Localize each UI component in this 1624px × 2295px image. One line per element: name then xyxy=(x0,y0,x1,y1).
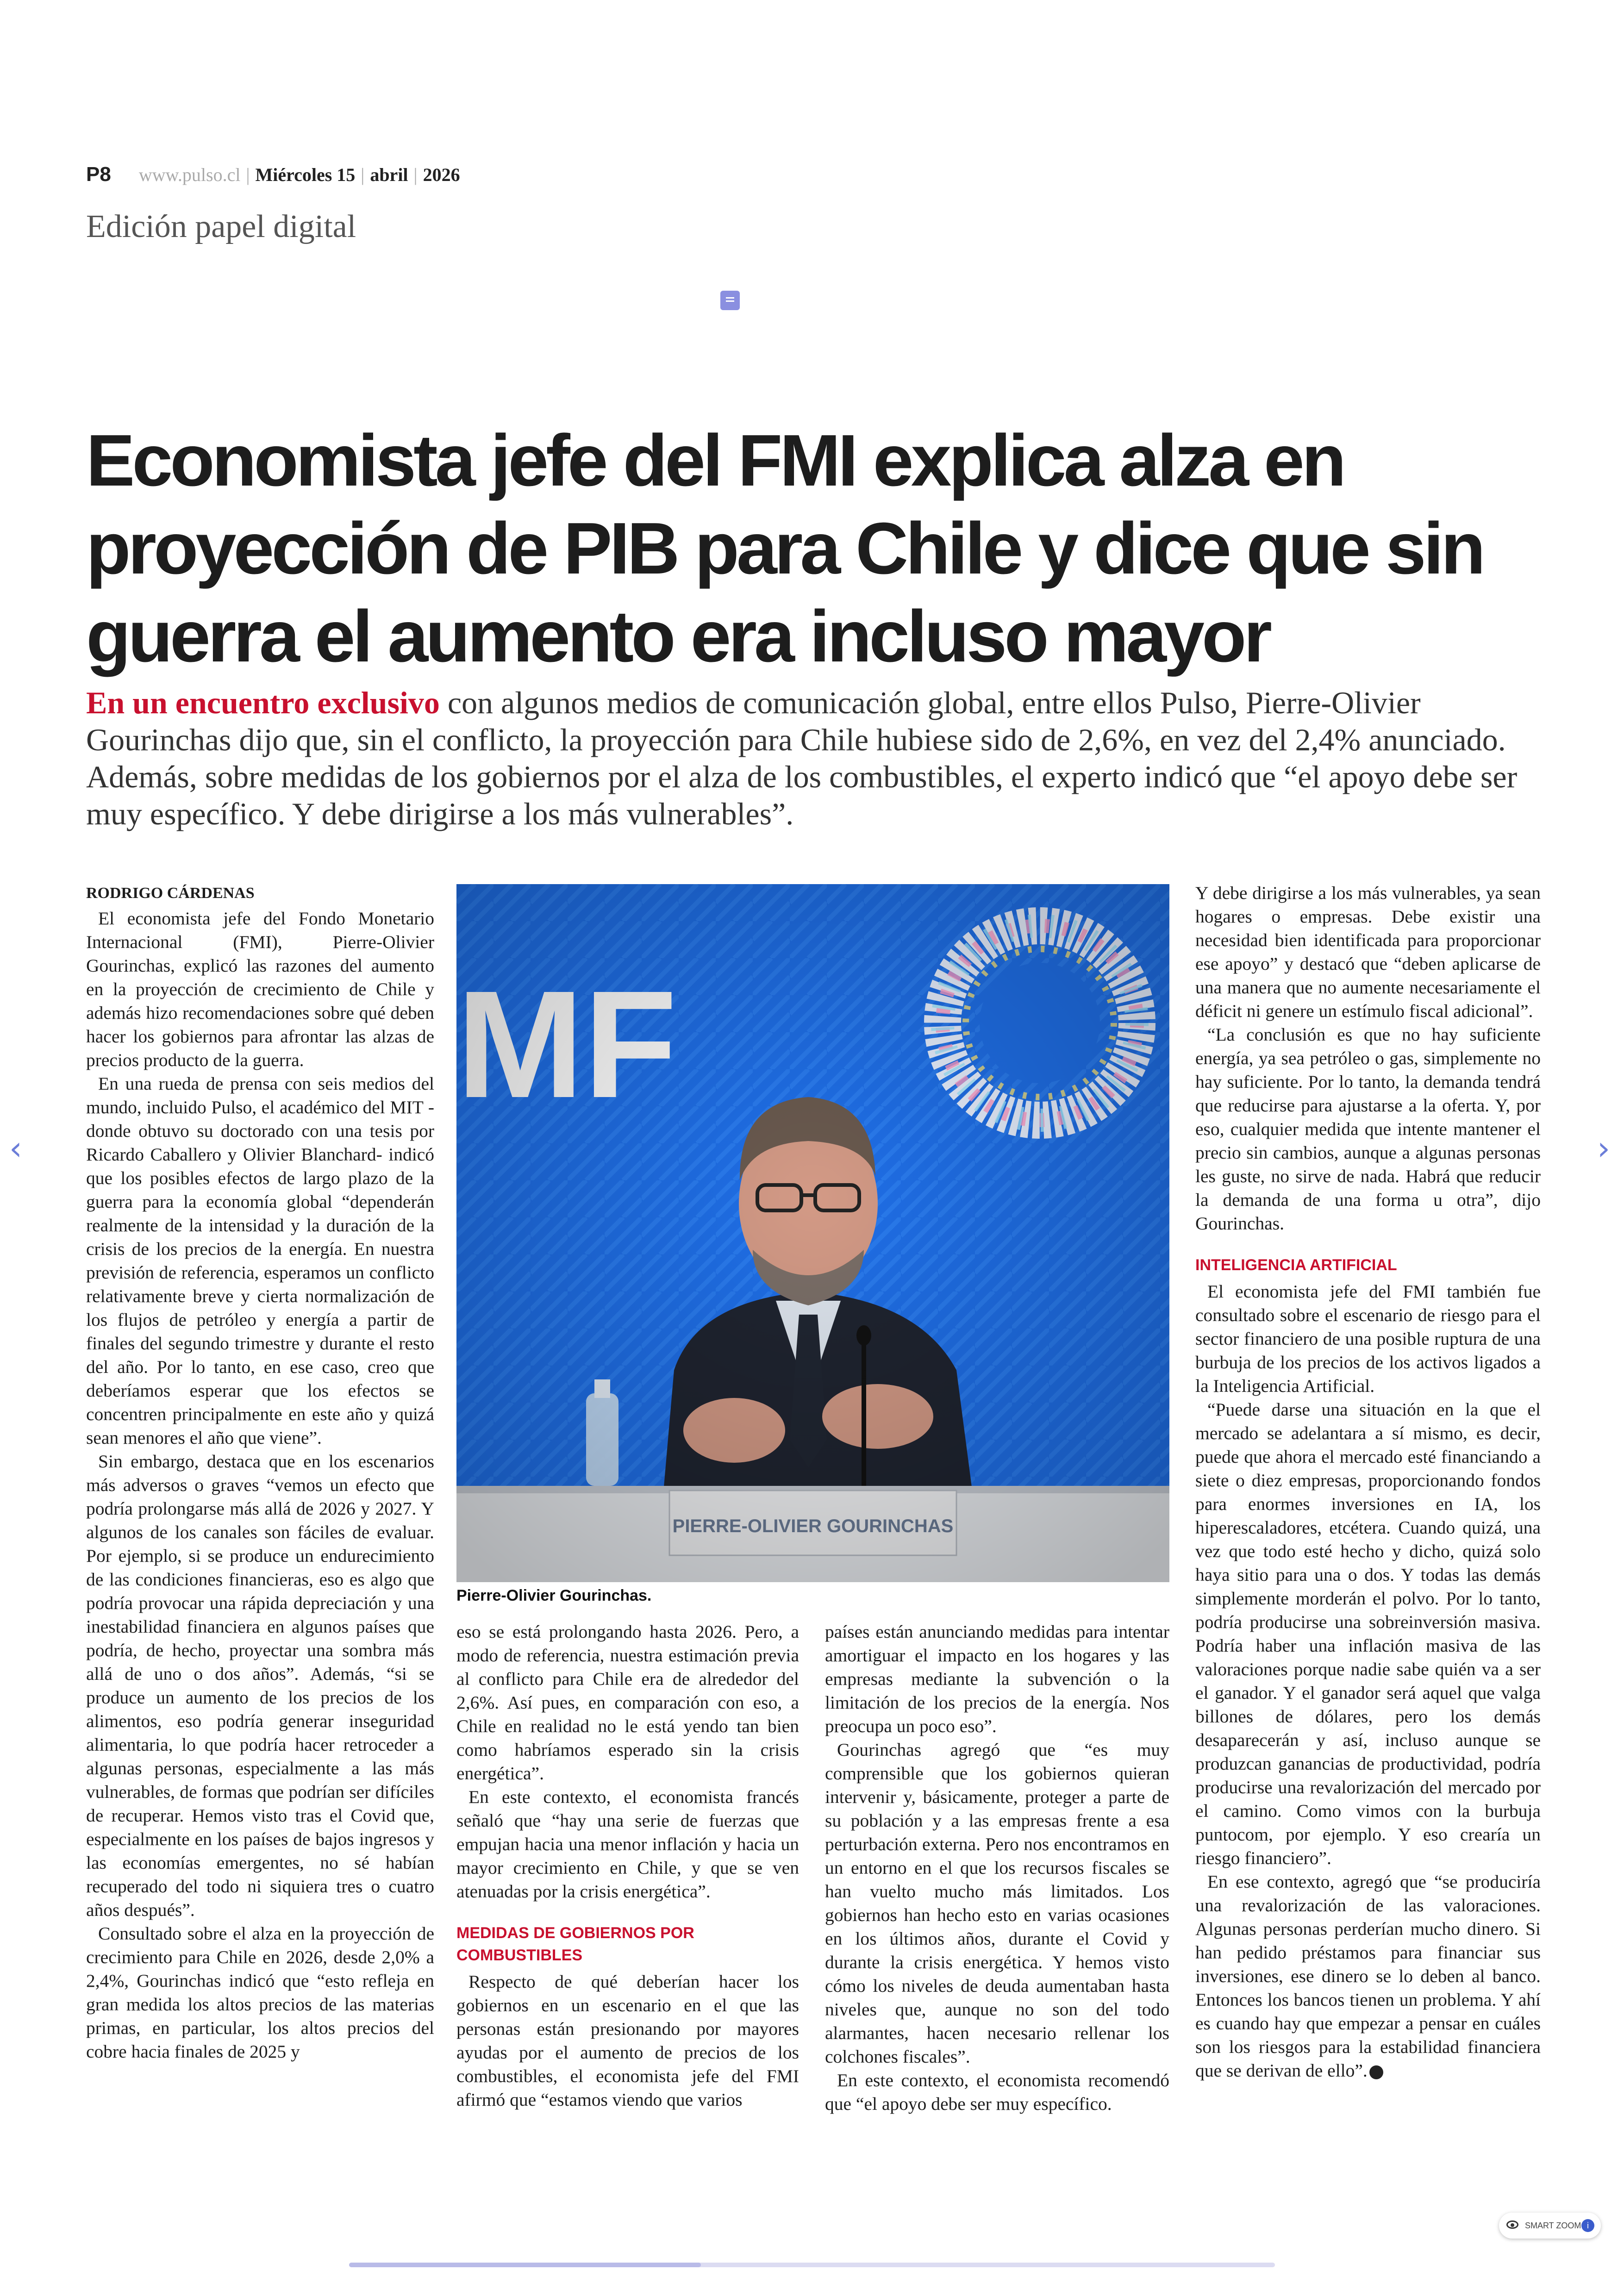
prev-page-icon[interactable]: ‹ xyxy=(9,1129,22,1167)
menu-icon[interactable] xyxy=(720,291,740,310)
col1-paragraph: El economista jefe del Fondo Monetario Internacional (FMI), Pierre-Olivier Gourinchas, explicó las razones del aumento en la proyección de crecimiento de Chile y además hizo recomendaciones sobre qué deben hacer los gobiernos para afrontar las alzas de precios producto de la guerra. xyxy=(86,908,434,1070)
col3-paragraph: Gourinchas agregó que “es muy comprensible que los gobiernos quieran intervenir y, básicamente, proteger a parte de su población y a las empresas frente a esa perturbación externa. Pero nos encontramos en un entorno en el que los recursos fiscales se han vuelto mucho más limitados. Los gobiernos han hecho esto en varias ocasiones en los últimos años, durante el Covid y durante la crisis energética. Y hemos visto cómo los niveles de deuda aumentaban hasta niveles que, aunque no son del todo alarmantes, hacen necesario rellenar los colchones fiscales”. xyxy=(825,1740,1169,2067)
column-4 xyxy=(1195,881,1541,2083)
column-1 xyxy=(86,881,434,2064)
next-page-icon[interactable]: › xyxy=(1597,1129,1610,1167)
column-2 xyxy=(456,1620,799,2112)
page-number: P8 xyxy=(86,163,111,186)
col1-paragraph: En una rueda de prensa con seis medios del mundo, incluido Pulso, el académico del MIT -donde obtuvo su doctorado con una tesis por Ricardo Caballero y Olivier Blanchard- indicó que los posibles efectos de largo plazo de la guerra para la economía global “dependerán realmente de la intensidad y la duración de la crisis de los precios de la energía. En nuestra previsión de referencia, esperamos un conflicto relativamente breve y cierta normalización de los flujos de petróleo y energía a partir de finales del segundo trimestre y durante el resto del año. Por lo tanto, en ese caso, creo que deberíamos esperar que los efectos se concentren principalmente en este año y quizá sean menores el año que viene”. xyxy=(86,1073,434,1448)
col4-paragraph: Y debe dirigirse a los más vulnerables, ya sean hogares o empresas. Debe existir una necesidad bien identificada para proporcionar ese apoyo” y destacó que “deben aplicarse de una manera que no aumente necesariamente el déficit ni genere un estímulo fiscal adicional”. xyxy=(1195,883,1541,1021)
byline: RODRIGO CÁRDENAS xyxy=(86,885,255,902)
issue-month: abril xyxy=(370,164,408,185)
photo-illustration xyxy=(456,884,1169,1582)
smart-zoom-button[interactable] xyxy=(1499,2213,1601,2239)
page-progress-bar[interactable] xyxy=(349,2263,1275,2267)
col2-paragraph: En este contexto, el economista francés señaló que “hay una serie de fuerzas que empujan hacia una menor inflación y hacia un mayor crecimiento en Chile, y que se ven atenuadas por la crisis energética”. xyxy=(456,1787,799,1902)
col2-paragraph: Respecto de qué deberían hacer los gobiernos en un escenario en el que las personas están presionando por mayores ayudas por el aumento de precios de los combustibles, el economista jefe del FMI afirmó que “estamos viendo que varios xyxy=(456,1971,799,2110)
col3-paragraph: En este contexto, el economista recomendó que “el apoyo debe ser muy específico. xyxy=(825,2070,1169,2114)
lead-text: con algunos medios de comunicación global, entre ellos Pulso, Pierre-Olivier Gourinchas dijo que, sin el conflicto, la proyección para Chile hubiese sido de 2,6%, en vez del 2,4% anunciado. Además, sobre medidas de los gobiernos por el alza de los combustibles, el experto indicó que “el apoyo debe ser muy específico. Y debe dirigirse a los más vulnerables”. xyxy=(86,685,1518,831)
col4-closing-text: En ese contexto, agregó que “se produciría una revalorización de las valoraciones. Algunas personas perderían mucho dinero. Si han pedido préstamos para financiar sus inversiones, ese dinero se lo deben al banco. Entonces los bancos tienen un problema. Y ahí es cuando hay que empezar a pensar en cuáles son los riesgos para la estabilidad financiera que se derivan de ello”. xyxy=(1195,1871,1541,2081)
smart-zoom-label: SMART ZOOM xyxy=(1525,2221,1581,2230)
page-header: P8 www.pulso.cl | Miércoles 15 | abril | 2026 xyxy=(86,163,460,186)
progress-fill xyxy=(349,2263,701,2267)
issue-weekday: Miércoles 15 xyxy=(255,164,356,185)
end-of-article-icon xyxy=(1369,2065,1383,2079)
col3-paragraph: países están anunciando medidas para intentar amortiguar el impacto en los hogares y las empresas mediante la subvención o la limitación de los precios de la energía. Nos preocupa un poco eso”. xyxy=(825,1621,1169,1736)
col4-paragraph xyxy=(1195,1870,1541,2083)
eye-icon xyxy=(1506,2220,1518,2229)
section-heading-ia: INTELIGENCIA ARTIFICIAL xyxy=(1195,1256,1397,1274)
article-lead xyxy=(86,684,1540,832)
issue-year: 2026 xyxy=(423,164,460,185)
article-photo xyxy=(456,884,1169,1582)
info-icon: i xyxy=(1581,2219,1594,2232)
col2-paragraph: eso se está prolongando hasta 2026. Pero, a modo de referencia, nuestra estimación previa al conflicto para Chile era de alrededor del 2,6%. Así pues, en comparación con eso, a Chile en realidad no le está yendo tan bien como habríamos esperado sin la crisis energética”. xyxy=(456,1621,799,1784)
section-heading-medidas: MEDIDAS DE GOBIERNOS POR COMBUSTIBLES xyxy=(456,1924,694,1964)
lead-highlight: En un encuentro exclusivo xyxy=(86,685,440,720)
photo-caption: Pierre-Olivier Gourinchas. xyxy=(456,1587,652,1604)
col4-paragraph: El economista jefe del FMI también fue consultado sobre el escenario de riesgo para el sector financiero de una posible ruptura de una burbuja de los precios de los activos ligados a la Inteligencia Artificial. xyxy=(1195,1281,1541,1396)
col4-paragraph: “Puede darse una situación en la que el mercado se adelantara a sí mismo, es decir, puede que ahora el mercado esté financiando a siete o diez empresas, proporcionando fondos para enormes inversiones en IA, los hiperescaladores, etcétera. Cuando quizá, una vez que todo esté hecho y dicho, quizá solo haya sitio para una o dos. Y todas las demás simplemente morderán el polvo. Por lo tanto, podría producirse una sobreinversión masiva. Podría haber una inflación masiva de las valoraciones porque nadie sabe quién va a ser el ganador. Y el ganador será aquel que valga billones de dólares, pero los demás desaparecerán y así, incluso aunque se produzcan ganancias de productividad, podría producirse una revalorización del mercado por el camino. Como vimos con la burbuja puntocom, por ejemplo. Y eso crearía un riesgo financiero”. xyxy=(1195,1399,1541,1868)
edition-label: Edición papel digital xyxy=(86,209,356,244)
article-headline: Economista jefe del FMI explica alza en proyección de PIB para Chile y dice que sin guerra el aumento era incluso mayor xyxy=(86,420,1483,677)
column-3 xyxy=(825,1620,1169,2116)
col4-paragraph: “La conclusión es que no hay suficiente energía, ya sea petróleo o gas, simplemente no hay suficiente. Por lo tanto, la demanda tendrá que reducirse para ajustarse a la oferta. Y, por eso, cualquier medida que intente mantener el precio sin cambios, aunque a algunas personas les guste, no sirve de nada. Habrá que reducir la demanda de una forma u otra”, dijo Gourinchas. xyxy=(1195,1024,1541,1234)
col1-paragraph: Sin embargo, destaca que en los escenarios más adversos o graves “vemos un efecto que podría prolongarse más allá de 2026 y 2027. Y algunos de los canales son fáciles de evaluar. Por ejemplo, si se produce un endurecimiento de las condiciones financieras, eso es algo que podría provocar una rápida depreciación y una inestabilidad financiera en algunos países que podría, de hecho, proyectar una sombra más allá de uno o dos años”. Además, “si se produce un aumento de los precios de los alimentos, eso podría generar inseguridad alimentaria, lo que podría hacer retroceder a algunas personas, especialmente a las más vulnerables, de formas que podrían ser difíciles de recuperar. Hemos visto tras el Covid que, especialmente en los países de bajos ingresos y las economías emergentes, no sé habían recuperado del todo ni siquiera tres o cuatro años después”. xyxy=(86,1451,434,1920)
site-url: www.pulso.cl xyxy=(138,164,241,185)
col1-paragraph: Consultado sobre el alza en la proyección de crecimiento para Chile en 2026, desde 2,0% a 2,4%, Gourinchas indicó que “esto refleja en gran medida los altos precios de las materias primas, en particular, los altos precios del cobre hacia finales de 2025 y xyxy=(86,1923,434,2062)
